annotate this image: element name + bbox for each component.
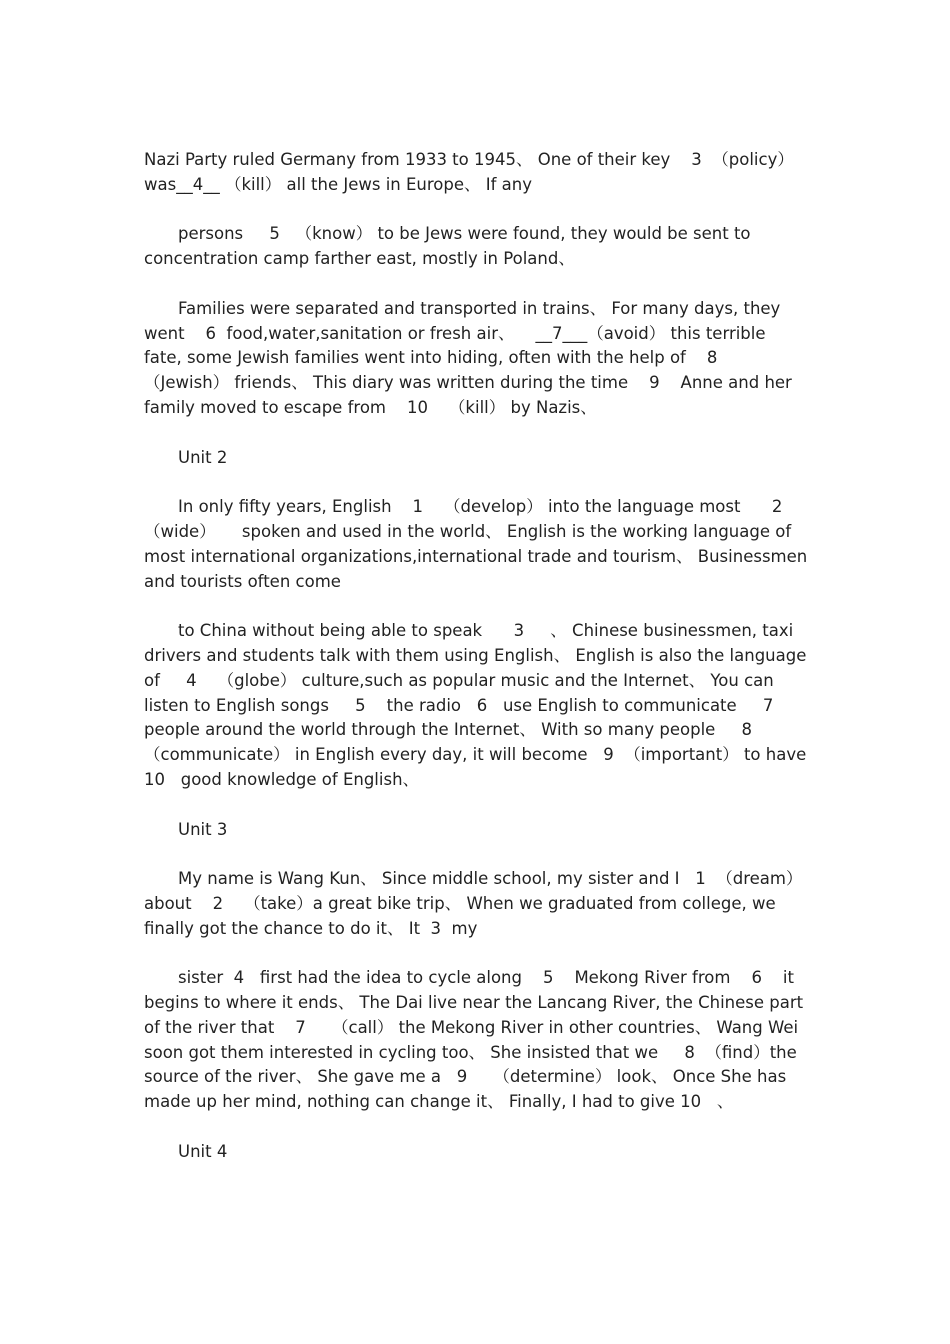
paragraph-wang-kun: My name is Wang Kun、 Since middle school, my sister and I 1 （dream） about 2 （take）a great bike trip、 When we graduated from college, we finally got the chance to do it、 It 3 my [144,869,808,938]
paragraph-nazi-intro: Nazi Party ruled Germany from 1933 to 1945、 One of their key 3 （policy） was__4__ （kill） all the Jews in Europe、 If any [144,150,800,194]
paragraph-families: Families were separated and transported in trains、 For many days, they went 6 food,water,sanitation or fresh air、 __7___（avoid） this terrible fate, some Jewish families went into hiding, often with the help of 8 （Jewish） friends、 This diary was written during the time 9 Anne and her family moved to escape from 10 （kill） by Nazis、 [144,298,798,417]
paragraph-china-english: to China without being able to speak 3 、 Chinese businessmen, taxi drivers and students talk with them using English、 English is also the language of 4 （globe） culture,such as popular music and the Internet、 You can listen to English songs 5 the radio 6 use English to communicate 7 people around the world through the Internet、 With so many people 8 （communicate） in English every day, it will become 9 （important） to have 10 good knowledge of English、 [144,621,823,789]
unit-3-heading: Unit 3 [178,819,228,839]
paragraph-sister-cycle: sister 4 first had the idea to cycle along 5 Mekong River from 6 it begins to where it ends、 The Dai live near the Lancang River, the Chinese part of the river that 7 （call） the Mekong River in other countries、 Wang Wei soon got them interested in cycling too、 She insisted that we 8 （find）the source of the river、 She gave me a 9 （determine） look、 Once She has made up her mind, nothing can change it、 Finally, I had to give 10 、 [144,968,809,1112]
paragraph-persons: persons 5 （know） to be Jews were found, they would be sent to concentration camp farther east, mostly in Poland、 [144,224,756,269]
unit-2-heading: Unit 2 [178,447,228,467]
document-page [144,148,823,1189]
paragraph-english-develop: In only fifty years, English 1 （develop） into the language most 2 （wide） spoken and used in the world、 English is the working language of most international organizations,international trade and tourism、 Businessmen and tourists often come [144,497,813,591]
unit-4-heading: Unit 4 [178,1141,228,1161]
